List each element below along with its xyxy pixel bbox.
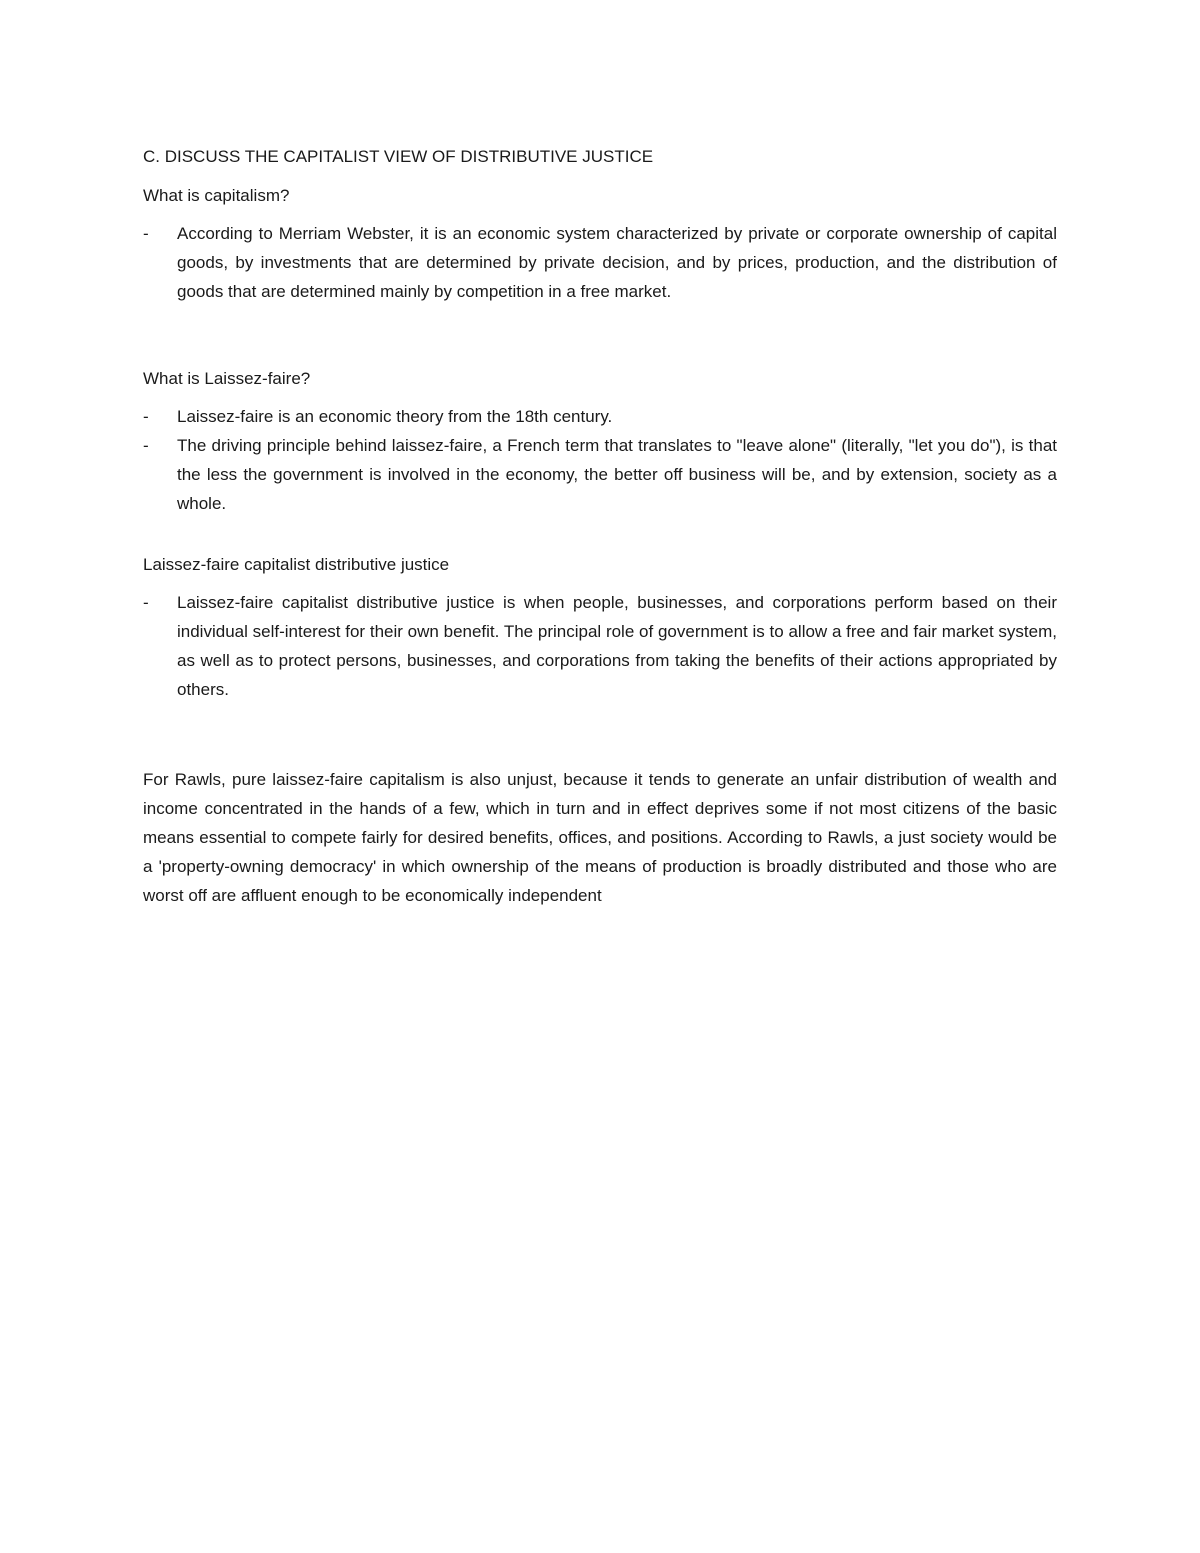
laissez-faire-principle: The driving principle behind laissez-faire, a French term that translates to "leave alone" (literally, "let you do"), is that the less the government is involved in the economy, the better off business will be, and by extension, society as a whole. [177,436,1057,513]
distributive-justice-heading: Laissez-faire capitalist distributive justice [143,555,450,574]
capitalism-definition: According to Merriam Webster, it is an economic system characterized by private or corporate ownership of capital goods, by investments that are determined by private decision, and by prices, production, and the distribution of goods that are determined mainly by competition in a free market. [177,224,1057,301]
bullet-dash: - [143,224,149,243]
document-title: C. DISCUSS THE CAPITALIST VIEW OF DISTRIBUTIVE JUSTICE [143,147,654,166]
bullet-dash: - [143,407,149,426]
list-item [143,588,1057,704]
rawls-paragraph: For Rawls, pure laissez-faire capitalism is also unjust, because it tends to generate an unfair distribution of wealth and income concentrated in the hands of a few, which in turn and in effect deprives some if not most citizens of the basic means essential to compete fairly for desired benefits, offices, and positions. According to Rawls, a just society would be a 'property-owning democracy' in which ownership of the means of production is broadly distributed and those who are worst off are affluent enough to be economically independent [143,770,1057,905]
list-item [143,219,1057,306]
bullet-dash: - [143,593,149,612]
document-page [143,142,1057,910]
capitalism-list [143,219,1057,306]
laissez-faire-origin: Laissez-faire is an economic theory from the 18th century. [177,407,613,426]
laissez-faire-heading: What is Laissez-faire? [143,369,311,388]
distributive-justice-definition: Laissez-faire capitalist distributive justice is when people, businesses, and corporations perform based on their individual self-interest for their own benefit. The principal role of government is to allow a free and fair market system, as well as to protect persons, businesses, and corporations from taking the benefits of their actions appropriated by others. [177,593,1057,699]
laissez-faire-list [143,402,1057,518]
capitalism-heading: What is capitalism? [143,186,290,205]
bullet-dash: - [143,436,149,455]
distributive-justice-list [143,588,1057,704]
list-item [143,431,1057,518]
list-item [143,402,1057,431]
